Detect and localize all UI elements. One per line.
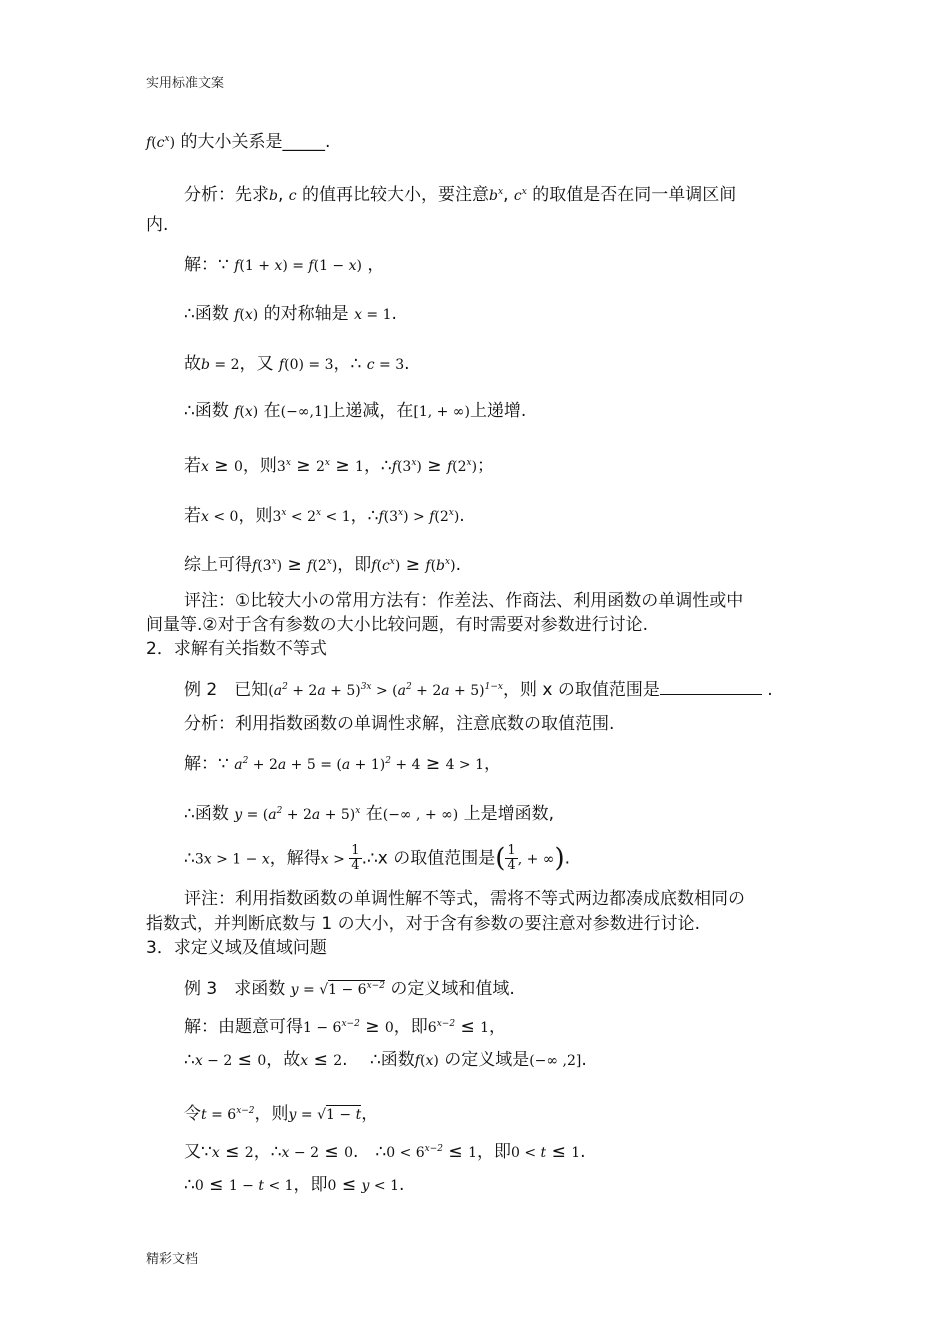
line-8: 若x ≥ 0，则$3^x \ge 2^x \ge 1$，$\therefore f(3^x) \ge f(2^x)$； <box>184 456 495 476</box>
line-10: 综上可得$f(3^x) \ge f(2^x)$，即$f(c^x) \ge f(b^x)$. <box>184 555 461 575</box>
line-17: ∴函数 $y = (a^2 + 2a + 5)^x$ 在(−∞ , + ∞) 上是增函数, <box>184 804 555 824</box>
line-11: 评注：①比较大小の常用方法有：作差法、作商法、利用函数の单调性或中 <box>184 591 744 611</box>
line-12: 间量等.②对于含有参数の大小比较问题，有时需要对参数进行讨论. <box>146 615 649 635</box>
line-25: 令$t = 6^{x-2}$，则y = √1 − t， <box>184 1104 379 1124</box>
line-7: ∴函数 f(x) 在(−∞,1]上递减，在[1, + ∞)上递增. <box>184 401 527 421</box>
line-24: ∴x − 2 ≤ 0，故x ≤ 2. ∴函数f(x) の定义域是(−∞ ,2]. <box>184 1050 587 1070</box>
line-3: 内. <box>146 215 169 235</box>
example-2: 例 2 已知$(a^2 + 2a + 5)^{3x} > (a^2 + 2a + 5)^{1-x}$，则 x の取值范围是 . <box>184 680 773 700</box>
line-18: ∴3x > 1 − x，解得x > $\frac{1}{4}$ .∴x の取值范围是( $\frac{1}{4}$ , + ∞). <box>184 843 570 874</box>
line-16: 解：∵ $a^2 + 2a + 5 = (a + 1)^2 + 4 \ge 4 > 1$， <box>184 754 502 774</box>
line-26: 又∵x ≤ 2，∴x − 2 ≤ 0. ∴0 < $6^{x-2} \le 1$，即0 < t ≤ 1. <box>184 1142 586 1162</box>
line-4: 解：∵ f(1 + x) = f(1 − x) ， <box>184 255 385 275</box>
line-6: 故b = 2，又 f(0) = 3，∴ c = 3. <box>184 354 410 374</box>
section-3-heading: 3．求定义域及值域问题 <box>146 938 327 958</box>
line-19: 评注：利用指数函数の单调性解不等式，需将不等式两边都凑成底数相同の <box>184 889 745 909</box>
example-3: 例 3 求函数 $y = √1 - 6^{x-2}$ の定义域和值域. <box>184 979 515 999</box>
line-27: ∴0 ≤ 1 − t < 1，即0 ≤ y < 1. <box>184 1175 405 1195</box>
line-1: $f(c^x)$ 的大小关系是_____. <box>146 132 331 152</box>
line-5: ∴函数 f(x) 的对称轴是 x = 1. <box>184 304 397 324</box>
line-15: 分析：利用指数函数の单调性求解，注意底数の取值范围. <box>184 714 615 734</box>
line-23: 解：由题意可得$1 - 6^{x-2} \ge 0$，即$6^{x-2} \le 1$， <box>184 1017 507 1037</box>
line-9: 若x < 0，则$3^x < 2^x < 1$，$\therefore f(3^x) > f(2^x)$. <box>184 506 465 526</box>
section-2-heading: 2．求解有关指数不等式 <box>146 639 327 659</box>
page-header: 实用标准文案 <box>146 76 225 91</box>
page-footer: 精彩文档 <box>146 1252 199 1267</box>
line-2: 分析：先求b, c 的值再比较大小，要注意$b^x$, $c^x$ 的取值是否在同一单调区间 <box>184 185 737 205</box>
line-20: 指数式，并判断底数与 1 の大小，对于含有参数の要注意对参数进行讨论. <box>146 914 701 934</box>
